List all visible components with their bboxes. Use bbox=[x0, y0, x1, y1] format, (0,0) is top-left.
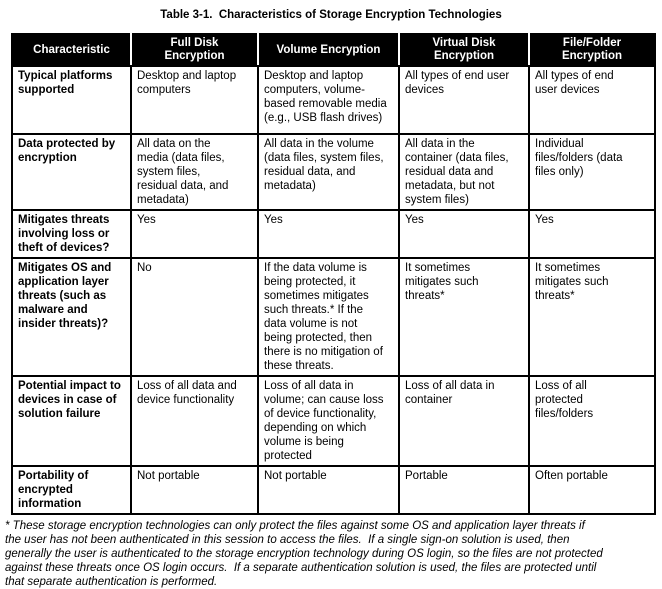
header-row bbox=[12, 34, 655, 66]
data-cell: Often portable bbox=[529, 466, 655, 514]
table-row-data-protected bbox=[12, 134, 655, 210]
data-cell: Loss of all data and device functionality bbox=[131, 376, 258, 466]
column-header-characteristic: Characteristic bbox=[12, 34, 131, 66]
table-row-mitigates-os-threats bbox=[12, 258, 655, 376]
data-cell: Loss of all protected files/folders bbox=[529, 376, 655, 466]
data-cell: Yes bbox=[258, 210, 399, 258]
data-cell: Loss of all data in volume; can cause loss of device functionality, depending on which volume is being protected bbox=[258, 376, 399, 466]
data-cell: All data in the volume (data files, system files, residual data, and metadata) bbox=[258, 134, 399, 210]
column-header-full-disk-encryption: Full Disk Encryption bbox=[131, 34, 258, 66]
column-header-file-folder-encryption: File/Folder Encryption bbox=[529, 34, 655, 66]
column-header-volume-encryption: Volume Encryption bbox=[258, 34, 399, 66]
data-cell: Individual files/folders (data files only) bbox=[529, 134, 655, 210]
data-cell: It sometimes mitigates such threats* bbox=[529, 258, 655, 376]
data-cell: Not portable bbox=[131, 466, 258, 514]
data-cell: Yes bbox=[529, 210, 655, 258]
data-cell: All types of end user devices bbox=[529, 66, 655, 134]
table-title: Table 3-1. Characteristics of Storage Encryption Technologies bbox=[160, 9, 502, 21]
data-cell: Loss of all data in container bbox=[399, 376, 529, 466]
data-cell: No bbox=[131, 258, 258, 376]
row-header-cell: Data protected by encryption bbox=[12, 134, 131, 210]
row-header-cell: Portability of encrypted information bbox=[12, 466, 131, 514]
row-header-cell: Mitigates threats involving loss or theft of devices? bbox=[12, 210, 131, 258]
data-cell: Yes bbox=[399, 210, 529, 258]
data-cell: Portable bbox=[399, 466, 529, 514]
column-header-virtual-disk-encryption: Virtual Disk Encryption bbox=[399, 34, 529, 66]
row-header-cell: Mitigates OS and application layer threats (such as malware and insider threats)? bbox=[12, 258, 131, 376]
row-header-cell: Typical platforms supported bbox=[12, 66, 131, 134]
data-cell: All data on the media (data files, system files, residual data, and metadata) bbox=[131, 134, 258, 210]
data-cell: Yes bbox=[131, 210, 258, 258]
data-cell: All data in the container (data files, residual data and metadata, but not system files) bbox=[399, 134, 529, 210]
table-row-typical-platforms bbox=[12, 66, 655, 134]
storage-encryption-table bbox=[11, 33, 656, 515]
data-cell: It sometimes mitigates such threats* bbox=[399, 258, 529, 376]
table-row-portability bbox=[12, 466, 655, 514]
table-row-mitigates-loss-theft bbox=[12, 210, 655, 258]
data-cell: Desktop and laptop computers bbox=[131, 66, 258, 134]
data-cell: Desktop and laptop computers, volume- based removable media (e.g., USB flash drives) bbox=[258, 66, 399, 134]
row-header-cell: Potential impact to devices in case of solution failure bbox=[12, 376, 131, 466]
data-cell: If the data volume is being protected, it sometimes mitigates such threats.* If the data volume is not being protected, then there is no mitigation of these threats. bbox=[258, 258, 399, 376]
data-cell: All types of end user devices bbox=[399, 66, 529, 134]
data-cell: Not portable bbox=[258, 466, 399, 514]
table-footnote: * These storage encryption technologies can only protect the files against some OS and application layer threats if the user has not been authenticated in this session to access the files. If a single sign-on solution is used, then generally the user is authenticated to the storage encryption technology during OS login, so the files are not protected against these threats once OS login occurs. If a separate authentication solution is used, the files are protected until that separate authentication is performed. bbox=[5, 520, 603, 588]
table-row-potential-impact bbox=[12, 376, 655, 466]
